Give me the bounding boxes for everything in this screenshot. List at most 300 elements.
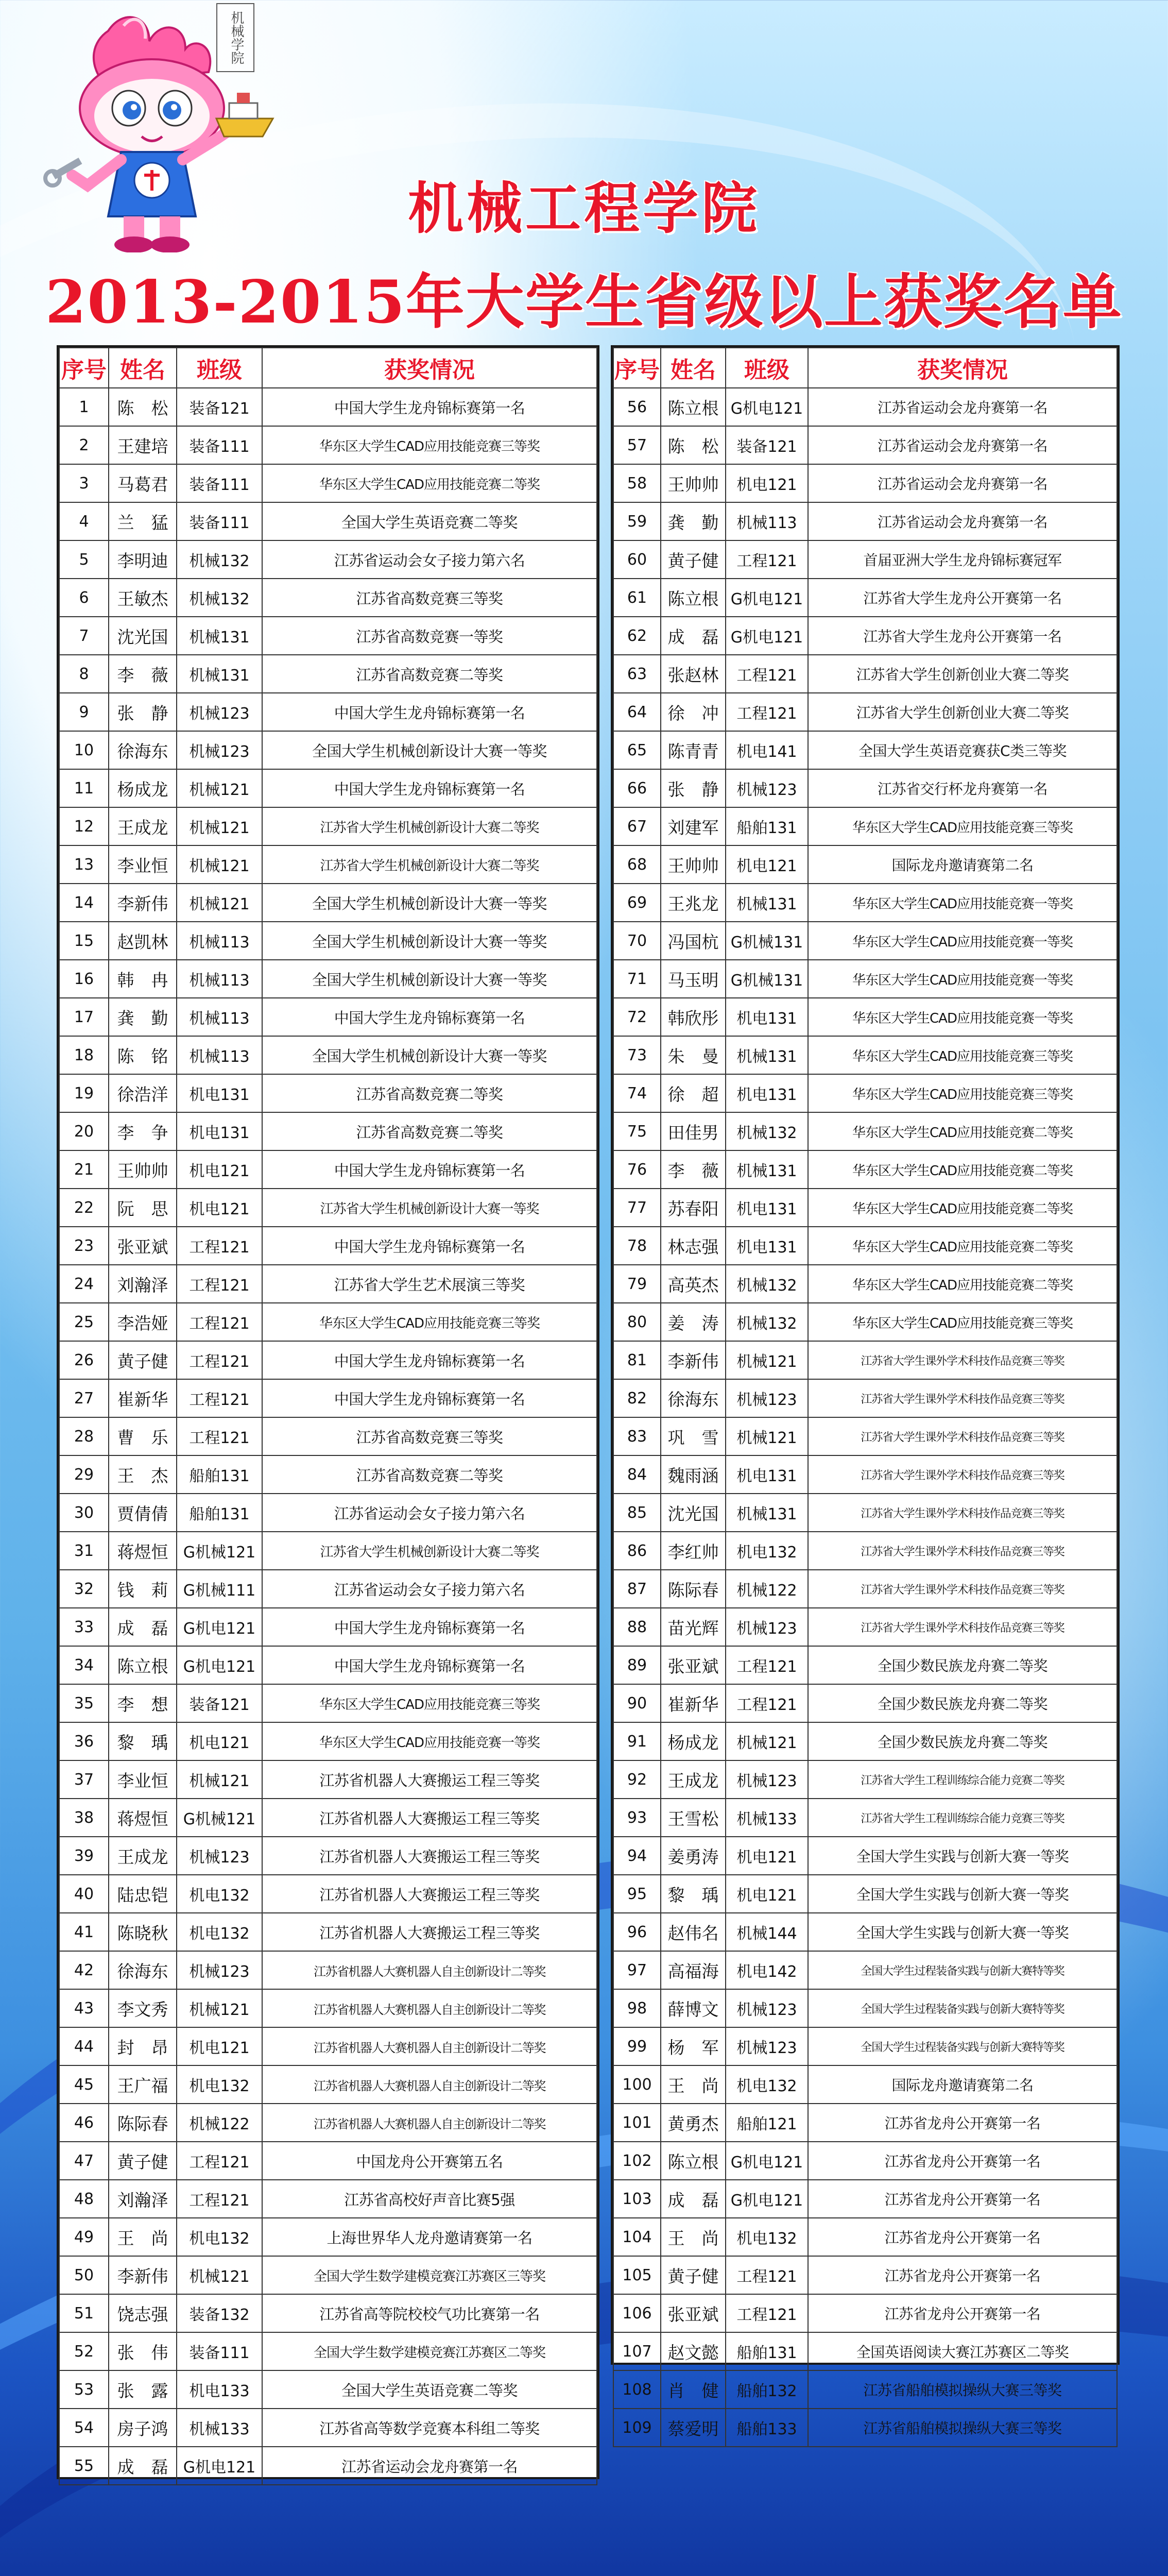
student-name: 黄子健 — [109, 2142, 177, 2180]
table-row — [613, 1265, 1117, 1303]
award-text: 华东区大学生CAD应用技能竞赛二等奖 — [808, 1112, 1117, 1150]
student-name: 马葛君 — [109, 464, 177, 502]
award-text: 全国英语阅读大赛江苏赛区二等奖 — [808, 2332, 1117, 2370]
class-name: 机械132 — [726, 1112, 808, 1150]
award-text: 全国大学生机械创新设计大赛一等奖 — [262, 884, 597, 922]
class-name: 工程121 — [177, 1265, 262, 1303]
page-subtitle: 2013-2015年大学生省级以上获奖名单 — [45, 267, 1123, 336]
student-name: 李业恒 — [109, 845, 177, 884]
student-name: 王 尚 — [109, 2218, 177, 2256]
row-index: 85 — [613, 1494, 661, 1532]
row-index: 86 — [613, 1532, 661, 1570]
row-index: 54 — [59, 2409, 109, 2447]
class-name: 工程121 — [726, 693, 808, 731]
row-index: 22 — [59, 1189, 109, 1227]
class-name: 机电142 — [726, 1951, 808, 1989]
row-index: 65 — [613, 731, 661, 769]
class-name: 机械123 — [177, 1951, 262, 1989]
row-index: 36 — [59, 1722, 109, 1760]
column-header-class: 班级 — [177, 348, 262, 388]
class-name: 机械121 — [177, 884, 262, 922]
student-name: 钱 莉 — [109, 1570, 177, 1608]
student-name: 姜 涛 — [661, 1303, 726, 1341]
class-name: 机械113 — [177, 1036, 262, 1074]
table-row — [613, 1494, 1117, 1532]
award-text: 全国大学生机械创新设计大赛一等奖 — [262, 960, 597, 998]
row-index: 10 — [59, 731, 109, 769]
row-index: 16 — [59, 960, 109, 998]
class-name: G机电121 — [726, 617, 808, 655]
award-text: 江苏省运动会龙舟赛第一名 — [262, 2447, 597, 2485]
student-name: 王兆龙 — [661, 884, 726, 922]
student-name: 陆忠铠 — [109, 1875, 177, 1913]
award-text: 江苏省大学生艺术展演三等奖 — [262, 1265, 597, 1303]
class-name: 机电121 — [177, 2027, 262, 2065]
student-name: 赵伟名 — [661, 1913, 726, 1951]
column-header-name: 姓名 — [109, 348, 177, 388]
award-text: 江苏省大学生课外学术科技作品竞赛三等奖 — [808, 1379, 1117, 1417]
award-text: 国际龙舟邀请赛第二名 — [808, 845, 1117, 884]
student-name: 黄子健 — [661, 2256, 726, 2294]
table-row — [613, 998, 1117, 1036]
table-row — [613, 1189, 1117, 1227]
award-text: 江苏省高数竞赛二等奖 — [262, 1074, 597, 1112]
row-index: 71 — [613, 960, 661, 998]
award-text: 江苏省运动会女子接力第六名 — [262, 1494, 597, 1532]
class-name: 机电131 — [726, 1227, 808, 1265]
table-row — [613, 2370, 1117, 2409]
table-row — [59, 2180, 597, 2218]
class-name: 机械121 — [726, 1341, 808, 1379]
table-row — [613, 1150, 1117, 1189]
row-index: 72 — [613, 998, 661, 1036]
award-text: 江苏省运动会龙舟赛第一名 — [808, 464, 1117, 502]
row-index: 74 — [613, 1074, 661, 1112]
class-name: 工程121 — [177, 2180, 262, 2218]
class-name: G机电121 — [726, 2142, 808, 2180]
table-row — [59, 1760, 597, 1799]
student-name: 马玉明 — [661, 960, 726, 998]
award-text: 江苏省机器人大赛机器人自主创新设计二等奖 — [262, 2027, 597, 2065]
row-index: 51 — [59, 2294, 109, 2332]
row-index: 27 — [59, 1379, 109, 1417]
student-name: 陈际春 — [109, 2104, 177, 2142]
table-row — [59, 2370, 597, 2409]
table-row — [613, 1875, 1117, 1913]
table-row — [613, 2180, 1117, 2218]
table-row — [613, 1227, 1117, 1265]
row-index: 43 — [59, 1989, 109, 2027]
award-text: 江苏省机器人大赛机器人自主创新设计二等奖 — [262, 1951, 597, 1989]
award-text: 全国大学生过程装备实践与创新大赛特等奖 — [808, 1989, 1117, 2027]
class-name: 机械113 — [177, 960, 262, 998]
award-text: 江苏省大学生机械创新设计大赛二等奖 — [262, 845, 597, 884]
student-name: 黄子健 — [109, 1341, 177, 1379]
class-name: 工程121 — [177, 2142, 262, 2180]
table-row — [613, 2256, 1117, 2294]
table-row — [59, 1799, 597, 1837]
award-text: 中国大学生龙舟锦标赛第一名 — [262, 1646, 597, 1684]
row-index: 91 — [613, 1722, 661, 1760]
student-name: 王成龙 — [109, 1837, 177, 1875]
row-index: 34 — [59, 1646, 109, 1684]
table-row — [613, 769, 1117, 807]
student-name: 崔新华 — [109, 1379, 177, 1417]
student-name: 崔新华 — [661, 1684, 726, 1722]
table-row — [613, 617, 1117, 655]
award-text: 江苏省机器人大赛搬运工程三等奖 — [262, 1875, 597, 1913]
row-index: 101 — [613, 2104, 661, 2142]
student-name: 陈立根 — [661, 2142, 726, 2180]
student-name: 陈立根 — [661, 388, 726, 426]
award-text: 华东区大学生CAD应用技能竞赛一等奖 — [808, 960, 1117, 998]
award-text: 江苏省机器人大赛搬运工程三等奖 — [262, 1913, 597, 1951]
student-name: 沈光国 — [661, 1494, 726, 1532]
award-text: 江苏省大学生课外学术科技作品竞赛三等奖 — [808, 1341, 1117, 1379]
student-name: 沈光国 — [109, 617, 177, 655]
class-name: G机电121 — [726, 579, 808, 617]
row-index: 18 — [59, 1036, 109, 1074]
award-text: 江苏省大学生工程训练综合能力竞赛二等奖 — [808, 1760, 1117, 1799]
award-text: 江苏省高数竞赛二等奖 — [262, 655, 597, 693]
student-name: 李 薇 — [109, 655, 177, 693]
row-index: 90 — [613, 1684, 661, 1722]
student-name: 陈青青 — [661, 731, 726, 769]
student-name: 张 露 — [109, 2370, 177, 2409]
student-name: 赵凯林 — [109, 922, 177, 960]
award-text: 江苏省大学生课外学术科技作品竞赛三等奖 — [808, 1532, 1117, 1570]
row-index: 42 — [59, 1951, 109, 1989]
award-text: 全国大学生英语竞赛二等奖 — [262, 2370, 597, 2409]
table-row — [613, 884, 1117, 922]
row-index: 25 — [59, 1303, 109, 1341]
table-row — [59, 2332, 597, 2370]
student-name: 曹 乐 — [109, 1417, 177, 1455]
class-name: 机电131 — [726, 1189, 808, 1227]
table-row — [59, 693, 597, 731]
row-index: 5 — [59, 540, 109, 579]
award-text: 国际龙舟邀请赛第二名 — [808, 2065, 1117, 2104]
class-name: 工程121 — [726, 2294, 808, 2332]
row-index: 57 — [613, 426, 661, 464]
award-text: 江苏省大学生课外学术科技作品竞赛三等奖 — [808, 1494, 1117, 1532]
award-text: 江苏省龙舟公开赛第一名 — [808, 2294, 1117, 2332]
table-row — [59, 655, 597, 693]
student-name: 李新伟 — [109, 2256, 177, 2294]
award-text: 江苏省大学生工程训练综合能力竞赛三等奖 — [808, 1799, 1117, 1837]
column-header-index: 序号 — [59, 348, 109, 388]
student-name: 蒋煜恒 — [109, 1799, 177, 1837]
award-text: 江苏省运动会龙舟赛第一名 — [808, 502, 1117, 540]
student-name: 王成龙 — [661, 1760, 726, 1799]
award-text: 全国大学生实践与创新大赛一等奖 — [808, 1875, 1117, 1913]
class-name: 工程121 — [177, 1227, 262, 1265]
class-name: 机械121 — [177, 769, 262, 807]
class-name: 机械121 — [177, 1989, 262, 2027]
class-name: 工程121 — [177, 1341, 262, 1379]
award-text: 江苏省高数竞赛二等奖 — [262, 1455, 597, 1494]
class-name: 机电132 — [177, 1913, 262, 1951]
class-name: G机电121 — [726, 388, 808, 426]
award-text: 中国大学生龙舟锦标赛第一名 — [262, 998, 597, 1036]
student-name: 徐 冲 — [661, 693, 726, 731]
table-row — [59, 1722, 597, 1760]
student-name: 魏雨涵 — [661, 1455, 726, 1494]
student-name: 王敏杰 — [109, 579, 177, 617]
class-name: 机电121 — [726, 1875, 808, 1913]
class-name: 机械133 — [726, 1799, 808, 1837]
row-index: 96 — [613, 1913, 661, 1951]
row-index: 33 — [59, 1608, 109, 1646]
student-name: 饶志强 — [109, 2294, 177, 2332]
column-header-class: 班级 — [726, 348, 808, 388]
student-name: 房子鸿 — [109, 2409, 177, 2447]
row-index: 29 — [59, 1455, 109, 1494]
award-text: 华东区大学生CAD应用技能竞赛三等奖 — [808, 1036, 1117, 1074]
class-name: 机械123 — [726, 1379, 808, 1417]
class-name: G机械131 — [726, 922, 808, 960]
class-name: 装备132 — [177, 2294, 262, 2332]
column-header-index: 序号 — [613, 348, 661, 388]
class-name: 工程121 — [726, 1646, 808, 1684]
student-name: 阮 思 — [109, 1189, 177, 1227]
class-name: G机械131 — [726, 960, 808, 998]
class-name: 机械123 — [177, 731, 262, 769]
row-index: 105 — [613, 2256, 661, 2294]
class-name: 机械132 — [726, 1303, 808, 1341]
class-name: 船舶131 — [726, 2332, 808, 2370]
award-text: 华东区大学生CAD应用技能竞赛一等奖 — [808, 998, 1117, 1036]
table-row — [59, 388, 597, 426]
class-name: 机械123 — [726, 2027, 808, 2065]
table-row — [59, 1494, 597, 1532]
award-text: 华东区大学生CAD应用技能竞赛三等奖 — [262, 1303, 597, 1341]
award-text: 华东区大学生CAD应用技能竞赛三等奖 — [808, 1303, 1117, 1341]
student-name: 陈晓秋 — [109, 1913, 177, 1951]
class-name: 机械122 — [726, 1570, 808, 1608]
student-name: 李明迪 — [109, 540, 177, 579]
row-index: 41 — [59, 1913, 109, 1951]
award-text: 江苏省机器人大赛搬运工程三等奖 — [262, 1760, 597, 1799]
row-index: 58 — [613, 464, 661, 502]
student-name: 韩 冉 — [109, 960, 177, 998]
row-index: 48 — [59, 2180, 109, 2218]
table-row — [613, 655, 1117, 693]
row-index: 13 — [59, 845, 109, 884]
row-index: 79 — [613, 1265, 661, 1303]
table-row — [613, 2104, 1117, 2142]
row-index: 108 — [613, 2370, 661, 2409]
class-name: 机电132 — [726, 2065, 808, 2104]
table-row — [59, 617, 597, 655]
class-name: 机电121 — [177, 1150, 262, 1189]
student-name: 李新伟 — [109, 884, 177, 922]
row-index: 6 — [59, 579, 109, 617]
class-name: 装备121 — [726, 426, 808, 464]
award-text: 江苏省高数竞赛三等奖 — [262, 579, 597, 617]
table-row — [59, 769, 597, 807]
student-name: 徐海东 — [661, 1379, 726, 1417]
table-row — [59, 1227, 597, 1265]
award-text: 江苏省高数竞赛二等奖 — [262, 1112, 597, 1150]
award-text: 全国大学生机械创新设计大赛一等奖 — [262, 1036, 597, 1074]
student-name: 陈立根 — [109, 1646, 177, 1684]
award-text: 江苏省高等院校校气功比赛第一名 — [262, 2294, 597, 2332]
award-text: 江苏省龙舟公开赛第一名 — [808, 2180, 1117, 2218]
table-row — [59, 502, 597, 540]
student-name: 刘瀚泽 — [109, 2180, 177, 2218]
table-row — [613, 1837, 1117, 1875]
class-name: 机械121 — [177, 2256, 262, 2294]
table-row — [59, 1379, 597, 1417]
award-text: 全国大学生实践与创新大赛一等奖 — [808, 1913, 1117, 1951]
table-row — [59, 845, 597, 884]
page-title: 机械工程学院 — [407, 176, 760, 241]
class-name: 船舶131 — [177, 1494, 262, 1532]
class-name: 工程121 — [726, 540, 808, 579]
table-row — [613, 1532, 1117, 1570]
student-name: 王 杰 — [109, 1455, 177, 1494]
award-text: 中国大学生龙舟锦标赛第一名 — [262, 1608, 597, 1646]
student-name: 王帅帅 — [661, 845, 726, 884]
table-row — [59, 922, 597, 960]
row-index: 98 — [613, 1989, 661, 2027]
row-index: 82 — [613, 1379, 661, 1417]
student-name: 李红帅 — [661, 1532, 726, 1570]
table-row — [59, 2447, 597, 2485]
class-name: 装备111 — [177, 464, 262, 502]
row-index: 19 — [59, 1074, 109, 1112]
row-index: 32 — [59, 1570, 109, 1608]
table-row — [59, 1532, 597, 1570]
row-index: 38 — [59, 1799, 109, 1837]
class-name: 机电121 — [726, 1837, 808, 1875]
row-index: 62 — [613, 617, 661, 655]
award-text: 江苏省大学生课外学术科技作品竞赛三等奖 — [808, 1608, 1117, 1646]
class-name: 机械122 — [177, 2104, 262, 2142]
award-text: 江苏省机器人大赛机器人自主创新设计二等奖 — [262, 1989, 597, 2027]
table-row — [59, 2142, 597, 2180]
table-header-row — [613, 348, 1117, 388]
student-name: 龚 勤 — [661, 502, 726, 540]
row-index: 60 — [613, 540, 661, 579]
award-text: 江苏省机器人大赛搬运工程三等奖 — [262, 1837, 597, 1875]
row-index: 63 — [613, 655, 661, 693]
college-stamp: 机械学院 — [216, 3, 254, 72]
class-name: 机械113 — [177, 922, 262, 960]
table-row — [59, 1951, 597, 1989]
table-row — [59, 884, 597, 922]
row-index: 11 — [59, 769, 109, 807]
class-name: 工程121 — [177, 1303, 262, 1341]
table-row — [613, 2218, 1117, 2256]
award-text: 中国大学生龙舟锦标赛第一名 — [262, 1379, 597, 1417]
table-row — [59, 731, 597, 769]
table-row — [613, 922, 1117, 960]
row-index: 80 — [613, 1303, 661, 1341]
row-index: 44 — [59, 2027, 109, 2065]
class-name: 机械123 — [177, 693, 262, 731]
class-name: 机械113 — [726, 502, 808, 540]
table-row — [613, 2065, 1117, 2104]
class-name: 机电131 — [726, 1455, 808, 1494]
row-index: 31 — [59, 1532, 109, 1570]
table-row — [59, 2409, 597, 2447]
class-name: 工程121 — [726, 2256, 808, 2294]
student-name: 王建培 — [109, 426, 177, 464]
row-index: 76 — [613, 1150, 661, 1189]
table-row — [59, 2104, 597, 2142]
table-row — [59, 1303, 597, 1341]
row-index: 35 — [59, 1684, 109, 1722]
award-text: 首届亚洲大学生龙舟锦标赛冠军 — [808, 540, 1117, 579]
award-text: 华东区大学生CAD应用技能竞赛三等奖 — [808, 1074, 1117, 1112]
row-index: 94 — [613, 1837, 661, 1875]
column-header-award: 获奖情况 — [262, 348, 597, 388]
row-index: 93 — [613, 1799, 661, 1837]
table-row — [613, 1570, 1117, 1608]
award-text: 中国大学生龙舟锦标赛第一名 — [262, 1227, 597, 1265]
student-name: 封 昂 — [109, 2027, 177, 2065]
row-index: 56 — [613, 388, 661, 426]
row-index: 67 — [613, 807, 661, 845]
table-row — [59, 1913, 597, 1951]
award-text: 江苏省大学生创新创业大赛二等奖 — [808, 693, 1117, 731]
row-index: 81 — [613, 1341, 661, 1379]
student-name: 兰 猛 — [109, 502, 177, 540]
student-name: 张亚斌 — [661, 2294, 726, 2332]
row-index: 53 — [59, 2370, 109, 2409]
award-text: 江苏省高等数学竞赛本科组二等奖 — [262, 2409, 597, 2447]
student-name: 成 磊 — [661, 2180, 726, 2218]
class-name: 机电131 — [726, 1074, 808, 1112]
award-text: 江苏省机器人大赛搬运工程三等奖 — [262, 1799, 597, 1837]
student-name: 陈 松 — [109, 388, 177, 426]
student-name: 王帅帅 — [661, 464, 726, 502]
class-name: 装备121 — [177, 1684, 262, 1722]
student-name: 黎 瑀 — [109, 1722, 177, 1760]
table-row — [59, 1074, 597, 1112]
row-index: 23 — [59, 1227, 109, 1265]
award-text: 华东区大学生CAD应用技能竞赛三等奖 — [262, 1684, 597, 1722]
award-text: 江苏省运动会龙舟赛第一名 — [808, 426, 1117, 464]
award-text: 江苏省船舶模拟操纵大赛三等奖 — [808, 2370, 1117, 2409]
table-row — [59, 2294, 597, 2332]
class-name: 装备111 — [177, 426, 262, 464]
class-name: 机电121 — [177, 1189, 262, 1227]
row-index: 50 — [59, 2256, 109, 2294]
student-name: 杨成龙 — [661, 1722, 726, 1760]
student-name: 陈立根 — [661, 579, 726, 617]
row-index: 59 — [613, 502, 661, 540]
award-text: 华东区大学生CAD应用技能竞赛二等奖 — [262, 464, 597, 502]
table-row — [59, 1036, 597, 1074]
award-text: 全国大学生过程装备实践与创新大赛特等奖 — [808, 2027, 1117, 2065]
student-name: 肖 健 — [661, 2370, 726, 2409]
row-index: 20 — [59, 1112, 109, 1150]
row-index: 49 — [59, 2218, 109, 2256]
student-name: 李 薇 — [661, 1150, 726, 1189]
class-name: G机械121 — [177, 1799, 262, 1837]
award-text: 江苏省运动会龙舟赛第一名 — [808, 388, 1117, 426]
table-row — [613, 1608, 1117, 1646]
row-index: 75 — [613, 1112, 661, 1150]
student-name: 陈际春 — [661, 1570, 726, 1608]
table-row — [613, 693, 1117, 731]
table-row — [613, 2027, 1117, 2065]
table-row — [59, 960, 597, 998]
award-text: 全国少数民族龙舟赛二等奖 — [808, 1646, 1117, 1684]
